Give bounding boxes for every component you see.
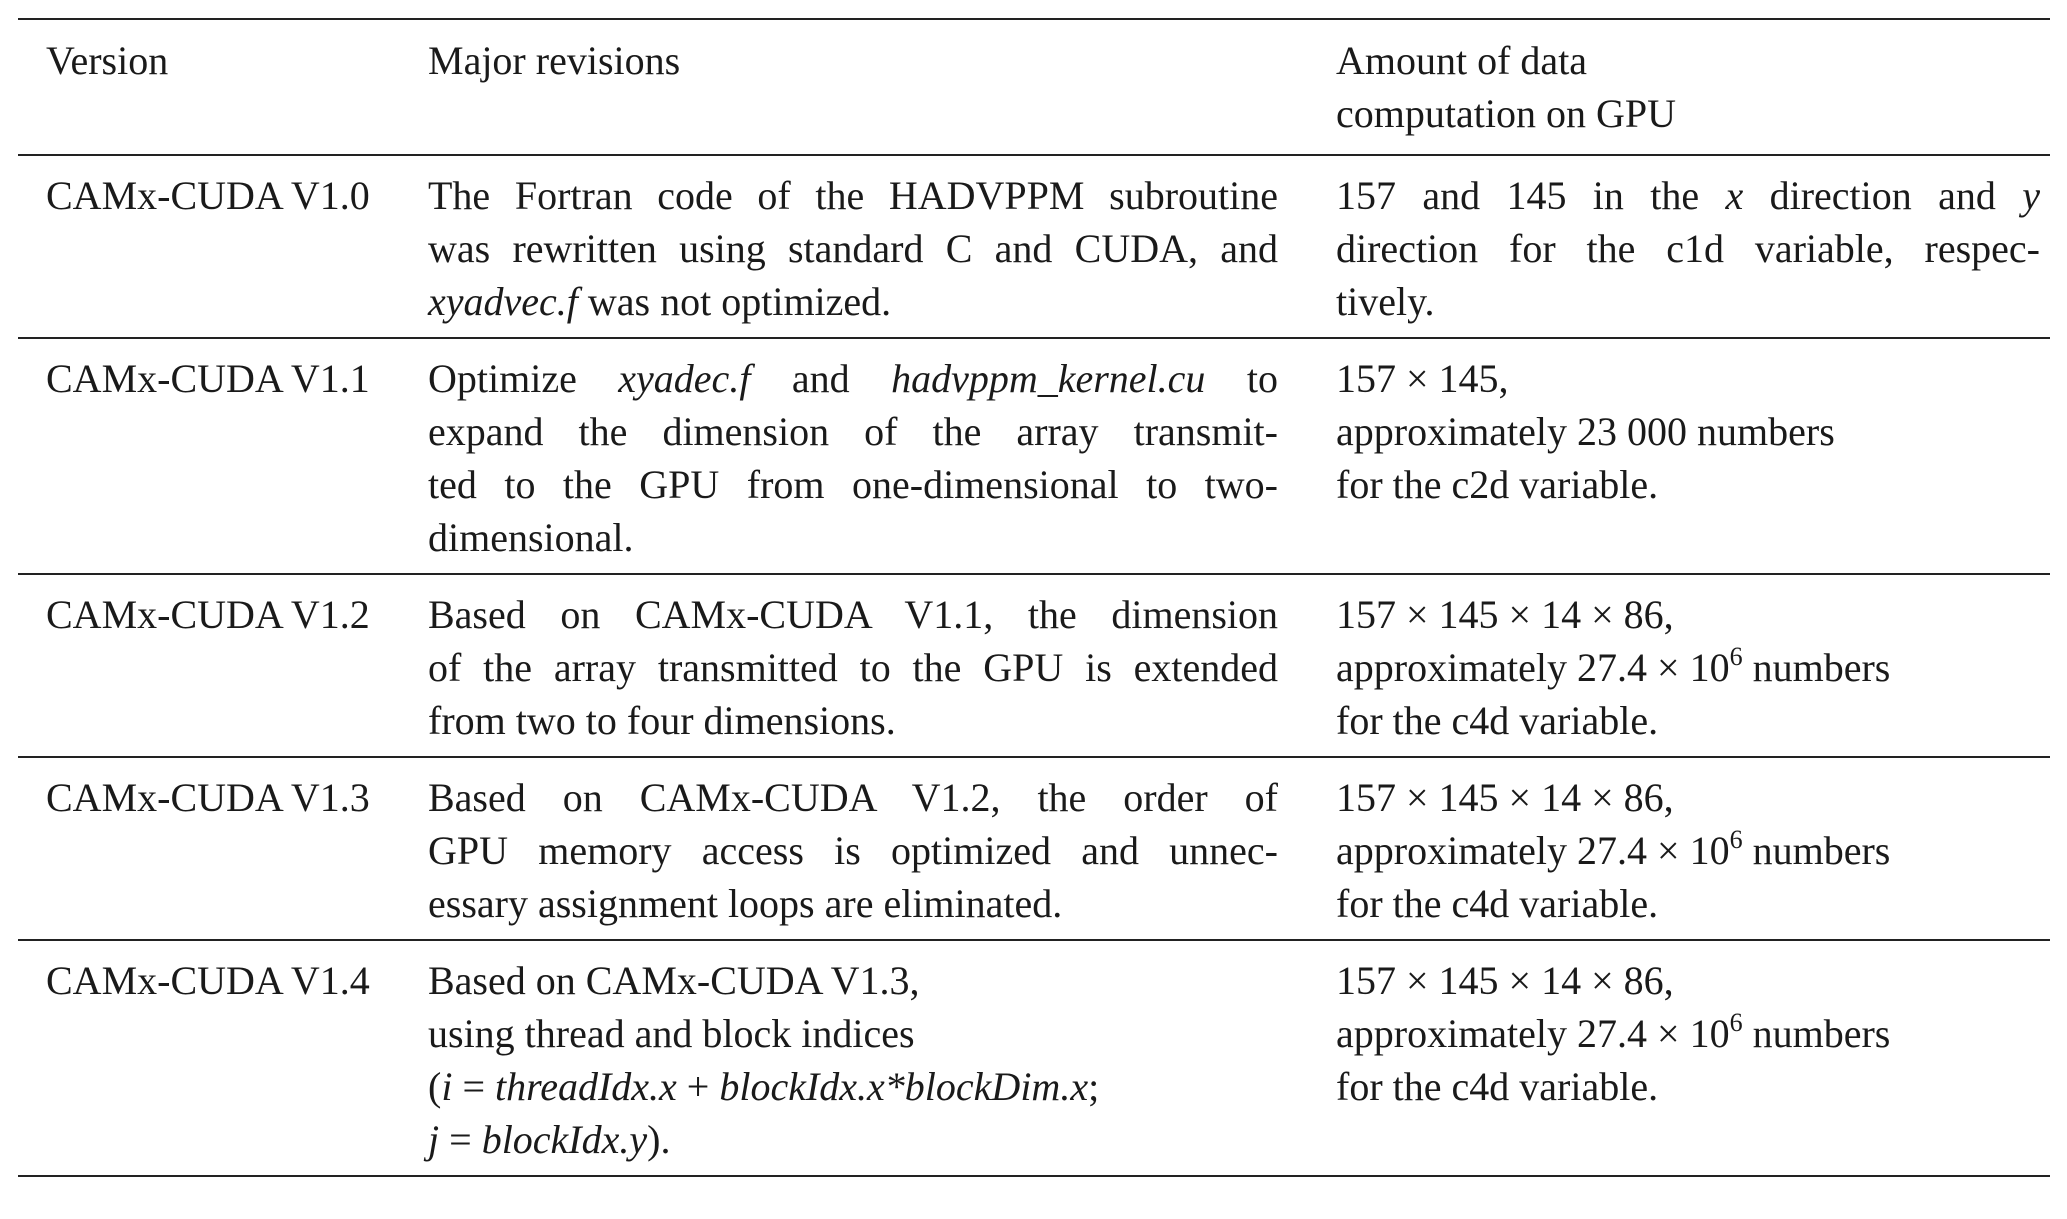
version-label: CAMx-CUDA V1.4	[46, 958, 370, 1003]
math-var: x	[1725, 173, 1744, 218]
revision-line: Based on CAMx-CUDA V1.1, the dimension	[428, 592, 1278, 637]
version-label: CAMx-CUDA V1.2	[46, 592, 370, 637]
amount-text: approximately 27.4 × 10	[1336, 645, 1730, 690]
math-operator: +	[676, 1064, 720, 1109]
table-row	[18, 940, 2050, 1176]
version-cell	[18, 338, 428, 574]
revisions-cell	[428, 940, 1308, 1176]
amount-line: for the c2d variable.	[1336, 462, 1659, 507]
header-revisions	[428, 19, 1308, 155]
version-cell	[18, 940, 428, 1176]
version-label: CAMx-CUDA V1.3	[46, 775, 370, 820]
amount-cell	[1308, 940, 2050, 1176]
revision-line: expand the dimension of the array transmit-	[428, 409, 1278, 454]
amount-cell	[1308, 155, 2050, 338]
revision-line: dimensional.	[428, 515, 634, 560]
amount-line: for the c4d variable.	[1336, 698, 1659, 743]
amount-line: for the c4d variable.	[1336, 881, 1659, 926]
amount-line: 157 × 145 × 14 × 86,	[1336, 775, 1674, 820]
filename-text: hadvppm_kernel.cu	[891, 356, 1206, 401]
revision-text: to	[1205, 356, 1278, 401]
amount-text: numbers	[1742, 828, 1891, 873]
table-row	[18, 338, 2050, 574]
amount-text: 157 and 145 in the	[1336, 173, 1726, 218]
revision-line: ted to the GPU from one-dimensional to two-	[428, 462, 1278, 507]
header-amount	[1308, 19, 2050, 155]
amount-line: approximately 23 000 numbers	[1336, 409, 1835, 454]
filename-text: xyadec.f	[618, 356, 751, 401]
amount-text: direction and	[1743, 173, 2023, 218]
amount-line: for the c4d variable.	[1336, 1064, 1659, 1109]
amount-cell	[1308, 574, 2050, 757]
header-amount-line: computation on GPU	[1336, 91, 1676, 136]
amount-text: numbers	[1742, 1011, 1891, 1056]
revisions-cell	[428, 757, 1308, 940]
filename-text: xyadvec.f	[428, 279, 578, 324]
header-version	[18, 19, 428, 155]
math-var: i	[441, 1064, 453, 1109]
amount-line: 157 × 145 × 14 × 86,	[1336, 958, 1674, 1003]
revision-text: ).	[647, 1117, 671, 1162]
version-cell	[18, 155, 428, 338]
table-row	[18, 574, 2050, 757]
table-body	[18, 155, 2050, 1176]
revisions-cell	[428, 338, 1308, 574]
math-var: blockIdx.x*blockDim.x	[719, 1064, 1089, 1109]
header-version-label: Version	[46, 38, 169, 83]
math-var: threadIdx.x	[495, 1064, 677, 1109]
revision-line	[428, 275, 1278, 328]
revision-text: Optimize	[428, 356, 619, 401]
math-operator: =	[452, 1064, 496, 1109]
revision-text: was not optimized.	[577, 279, 892, 324]
revisions-table	[18, 18, 2050, 1177]
revision-line	[428, 1060, 1278, 1113]
revision-text: ;	[1088, 1064, 1100, 1109]
amount-line: direction for the c1d variable, respec-	[1336, 226, 2040, 271]
version-cell	[18, 757, 428, 940]
revision-line: using thread and block indices	[428, 1011, 915, 1056]
amount-line	[1336, 1007, 2040, 1060]
amount-line	[1336, 641, 2040, 694]
revision-line: essary assignment loops are eliminated.	[428, 881, 1063, 926]
revision-line: of the array transmitted to the GPU is extended	[428, 645, 1278, 690]
amount-cell	[1308, 757, 2050, 940]
revision-line	[428, 352, 1278, 405]
amount-line	[1336, 824, 2040, 877]
amount-line: 157 × 145,	[1336, 356, 1509, 401]
math-var: y	[2022, 173, 2041, 218]
revision-text: and	[750, 356, 892, 401]
revision-line: from two to four dimensions.	[428, 698, 896, 743]
amount-line: 157 × 145 × 14 × 86,	[1336, 592, 1674, 637]
version-cell	[18, 574, 428, 757]
header-revisions-label: Major revisions	[428, 38, 681, 83]
header-amount-line: Amount of data	[1336, 38, 1588, 83]
amount-text: approximately 27.4 × 10	[1336, 828, 1730, 873]
revision-text: (	[428, 1064, 442, 1109]
revisions-cell	[428, 574, 1308, 757]
table-row	[18, 155, 2050, 338]
amount-line: tively.	[1336, 279, 1435, 324]
amount-line	[1336, 169, 2040, 222]
revision-line	[428, 1113, 1278, 1166]
revision-line: was rewritten using standard C and CUDA, and	[428, 226, 1278, 271]
exponent: 6	[1729, 1008, 1743, 1037]
amount-text: approximately 27.4 × 10	[1336, 1011, 1730, 1056]
table-row	[18, 757, 2050, 940]
exponent: 6	[1729, 642, 1743, 671]
revision-line: Based on CAMx-CUDA V1.3,	[428, 958, 920, 1003]
revision-line: Based on CAMx-CUDA V1.2, the order of	[428, 775, 1278, 820]
exponent: 6	[1729, 825, 1743, 854]
revision-line: The Fortran code of the HADVPPM subroutine	[428, 173, 1278, 218]
amount-cell	[1308, 338, 2050, 574]
math-operator: =	[439, 1117, 482, 1162]
math-var: j	[428, 1117, 440, 1162]
revisions-table-container	[18, 18, 2050, 1177]
table-header	[18, 19, 2050, 155]
version-label: CAMx-CUDA V1.0	[46, 173, 370, 218]
version-label: CAMx-CUDA V1.1	[46, 356, 370, 401]
revision-line: GPU memory access is optimized and unnec-	[428, 828, 1278, 873]
header-row	[18, 19, 2050, 155]
math-var: blockIdx.y	[481, 1117, 648, 1162]
amount-text: numbers	[1742, 645, 1891, 690]
revisions-cell	[428, 155, 1308, 338]
